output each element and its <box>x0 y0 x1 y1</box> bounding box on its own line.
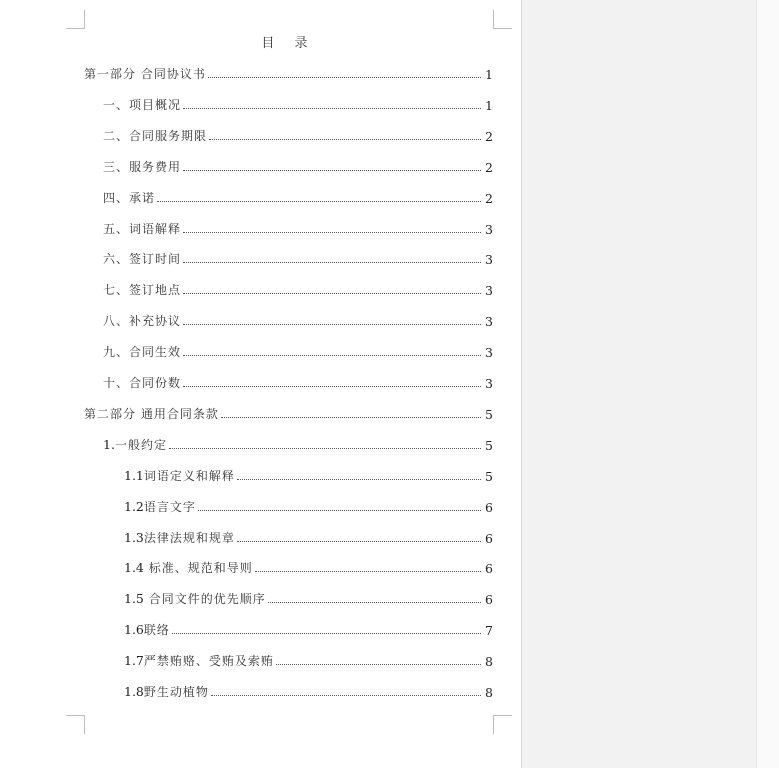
toc-entry-text: 九、合同生效 <box>103 345 182 360</box>
toc-entry-label <box>103 312 181 329</box>
toc-entry-text: 七、签订地点 <box>103 283 182 298</box>
toc-entry-text: 八、补充协议 <box>103 314 182 329</box>
toc-page-number: 1 <box>485 67 493 82</box>
toc-entry-label <box>124 590 266 607</box>
toc-entry-text: 语言文字 <box>143 499 196 514</box>
toc-entry-text: 三、服务费用 <box>103 159 182 174</box>
toc-entry-label <box>103 220 181 237</box>
toc-entry[interactable] <box>124 464 493 484</box>
toc-entry[interactable] <box>103 93 493 113</box>
toc-dot-leader <box>183 355 481 356</box>
toc-entry-label <box>103 189 155 206</box>
toc-dot-leader <box>183 262 481 263</box>
toc-entry-text: 严禁贿赂、受贿及索贿 <box>143 654 274 669</box>
toc-entry-text: 联络 <box>143 623 170 638</box>
toc-dot-leader <box>208 77 481 78</box>
toc-page-number: 6 <box>485 561 493 577</box>
toc-entry[interactable] <box>84 402 493 422</box>
toc-entry-label <box>124 652 274 669</box>
toc-entry[interactable] <box>103 371 493 391</box>
toc-entry[interactable] <box>103 278 493 298</box>
page-corner-mark <box>66 715 85 734</box>
toc-dot-leader <box>211 695 481 696</box>
toc-entry-number: 1.4 <box>124 560 144 576</box>
toc-dot-leader <box>183 232 481 233</box>
toc-page-number: 8 <box>485 685 493 700</box>
toc-entry-text: 一、项目概况 <box>103 97 182 112</box>
toc-page-number: 3 <box>485 221 493 237</box>
toc-dot-leader <box>276 664 481 665</box>
toc-entry-label <box>103 343 181 360</box>
toc-dot-leader <box>221 417 481 418</box>
toc-dot-leader <box>172 633 481 634</box>
toc-page-number: 2 <box>485 128 493 144</box>
toc-page-number: 1 <box>485 97 493 113</box>
toc-dot-leader <box>237 479 481 480</box>
toc-entry-text: 六、签订时间 <box>103 252 182 267</box>
page-corner-mark <box>493 10 512 29</box>
toc-entry-text: 五、词语解释 <box>103 221 182 236</box>
page-corner-mark <box>493 715 512 734</box>
toc-entry-text: 合同文件的优先顺序 <box>143 592 266 607</box>
toc-entry-text: 十、合同份数 <box>103 376 182 390</box>
toc-entry-text: 第二部分 通用合同条款 <box>84 406 219 421</box>
toc-entry[interactable] <box>103 340 493 360</box>
toc-entry-text: 法律法规和规章 <box>143 530 235 545</box>
toc-entry[interactable] <box>103 155 493 175</box>
toc-dot-leader <box>183 170 481 171</box>
toc-page-number: 8 <box>485 654 493 670</box>
toc-page-number: 5 <box>485 437 493 453</box>
toc-entry-label <box>84 65 206 82</box>
toc-entry[interactable] <box>124 649 493 669</box>
toc-page-number: 7 <box>485 623 493 639</box>
toc-entry-number: 1.1 <box>124 467 144 483</box>
toc-entry-label <box>124 498 196 515</box>
toc-entry-text: 标准、规范和导则 <box>143 561 253 576</box>
toc-page-number: 3 <box>485 314 493 330</box>
toc-page-number: 3 <box>485 283 493 299</box>
canvas-background <box>522 0 756 768</box>
toc-entry-label <box>103 96 181 113</box>
toc-entry-label <box>103 127 207 144</box>
toc-dot-leader <box>198 510 481 511</box>
toc-page-number: 5 <box>485 468 493 484</box>
toc-entry-label <box>124 529 235 546</box>
toc-entry-label <box>103 436 167 453</box>
toc-dot-leader <box>169 448 481 449</box>
toc-entry[interactable] <box>124 618 493 638</box>
toc-entry[interactable] <box>103 186 493 206</box>
toc-entry-label <box>103 158 181 175</box>
toc-page-number: 3 <box>485 345 493 361</box>
toc-entry-text: 野生动植物 <box>143 685 209 699</box>
toc-entry[interactable] <box>124 587 493 607</box>
toc-entry-text: 一般约定 <box>114 437 167 452</box>
toc-entry[interactable] <box>103 433 493 453</box>
toc-page-number: 3 <box>485 376 493 391</box>
page-corner-mark <box>66 10 85 29</box>
toc-entry[interactable] <box>103 124 493 144</box>
toc-entry[interactable] <box>103 309 493 329</box>
vertical-scrollbar[interactable] <box>756 0 779 768</box>
toc-page-number: 6 <box>485 592 493 608</box>
toc-entry-number: 1. <box>103 436 115 452</box>
toc-entry[interactable] <box>124 680 493 700</box>
toc-entry-label <box>84 405 219 422</box>
toc-title: 目 录 <box>261 36 316 51</box>
toc-entry[interactable] <box>103 217 493 237</box>
toc-entry-label <box>103 250 181 267</box>
toc-entry[interactable] <box>124 526 493 546</box>
toc-entry[interactable] <box>124 556 493 576</box>
toc-entry-text: 第一部分 合同协议书 <box>84 67 206 81</box>
toc-entry-label <box>103 374 181 391</box>
toc-dot-leader <box>255 571 481 572</box>
toc-entry-text: 二、合同服务期限 <box>103 128 208 143</box>
toc-entry-label <box>124 559 253 576</box>
toc-dot-leader <box>183 386 481 387</box>
toc-entry-number: 1.6 <box>124 622 144 638</box>
toc-page-number: 2 <box>485 190 493 206</box>
toc-entry-number: 1.5 <box>124 591 144 607</box>
toc-entry-text: 词语定义和解释 <box>143 468 235 483</box>
toc-page-number: 5 <box>485 406 493 422</box>
toc-dot-leader <box>183 324 481 325</box>
toc-dot-leader <box>209 139 481 140</box>
toc-page-number: 2 <box>485 159 493 175</box>
toc-dot-leader <box>237 541 481 542</box>
toc-page-number: 6 <box>485 499 493 515</box>
toc-entry-label <box>124 683 209 700</box>
toc-entry-number: 1.7 <box>124 653 144 669</box>
toc-entry[interactable] <box>103 247 493 267</box>
toc-dot-leader <box>183 293 481 294</box>
toc-page-number: 6 <box>485 530 493 546</box>
toc-entry-number: 1.2 <box>124 498 144 514</box>
toc-dot-leader <box>268 602 481 603</box>
toc-page-number: 3 <box>485 252 493 268</box>
toc-dot-leader <box>157 201 481 202</box>
toc-entry-number: 1.8 <box>124 684 144 699</box>
toc-entry-text: 四、承诺 <box>103 190 156 205</box>
toc-entry-label <box>103 281 181 298</box>
toc-dot-leader <box>183 108 481 109</box>
toc-entry[interactable] <box>124 495 493 515</box>
toc-entry-label <box>124 621 170 638</box>
toc-entry[interactable] <box>84 62 493 82</box>
toc-entry-label <box>124 467 235 484</box>
toc-entry-number: 1.3 <box>124 529 144 545</box>
